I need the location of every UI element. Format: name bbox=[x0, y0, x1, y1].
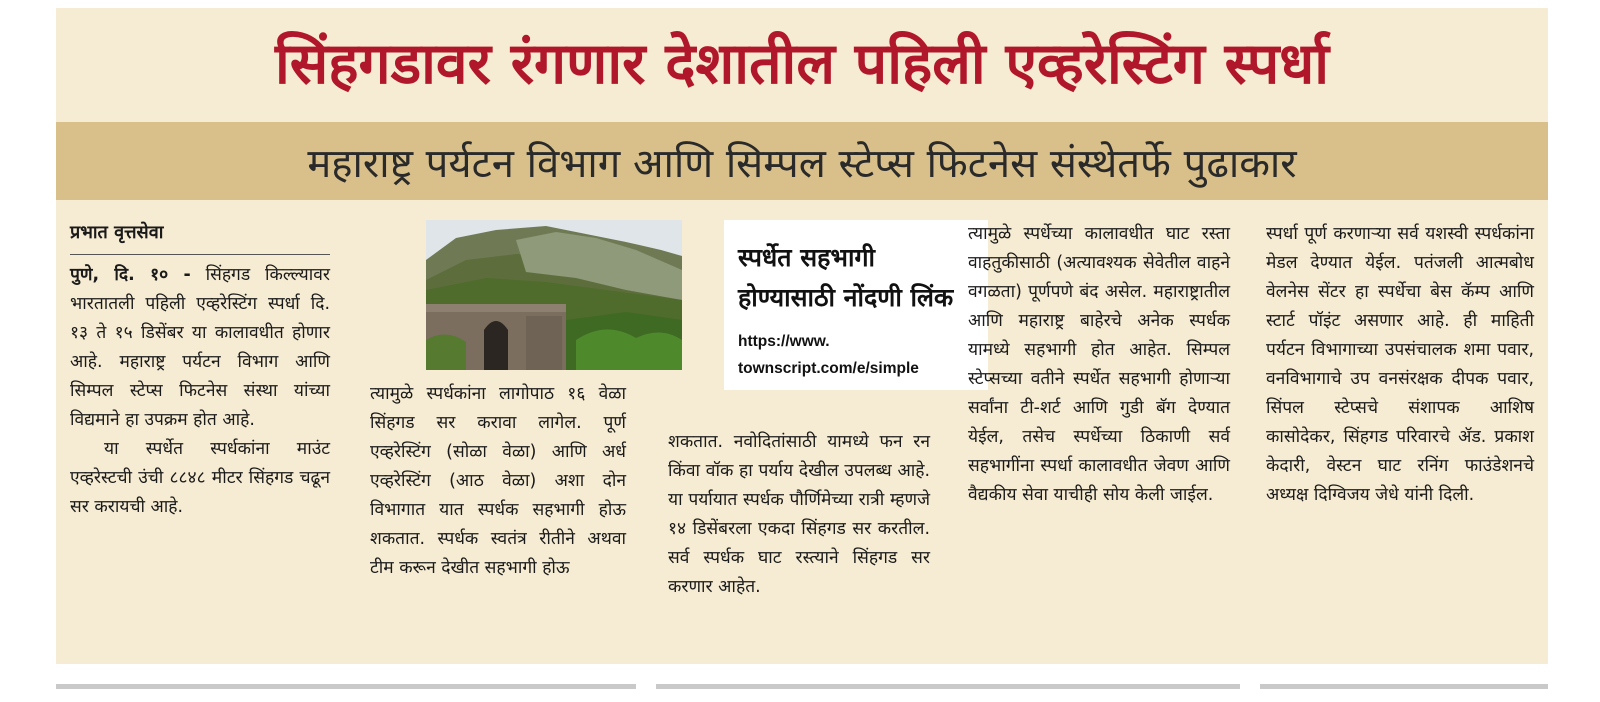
article-column-5 bbox=[1266, 220, 1534, 510]
bottom-divider bbox=[1260, 684, 1548, 689]
subheadline: महाराष्ट्र पर्यटन विभाग आणि सिम्पल स्टेप्स फिटनेस संस्थेतर्फे पुढाकार bbox=[307, 140, 1297, 187]
headline: सिंहगडावर रंगणार देशातील पहिली एव्हरेस्टिंग स्पर्धा bbox=[274, 30, 1330, 97]
article-column-3 bbox=[668, 428, 930, 602]
registration-title bbox=[738, 238, 978, 362]
article-column-4 bbox=[968, 220, 1230, 510]
dateline: पुणे, दि. १० - bbox=[70, 265, 191, 285]
bottom-divider bbox=[56, 684, 636, 689]
registration-link-part-2[interactable]: townscript.com/e/simple bbox=[738, 360, 919, 377]
article-paragraph-3: त्यामुळे स्पर्धकांना लागोपाठ १६ वेळा सिंहगड सर करावा लागेल. पूर्ण एव्हरेस्टिंग (सोळा वेळा) आणि अर्ध एव्हरेस्टिंग (आठ वेळा) अशा दोन विभागात यात स्पर्धक सहभागी होऊ शकतात. स्पर्धक स्वतंत्र रीतीने अथवा टीम करून देखीत सहभागी होऊ bbox=[370, 384, 626, 578]
article-column-2 bbox=[370, 380, 626, 583]
article-column-1 bbox=[70, 220, 330, 522]
article-paragraph-4: शकतात. नवोदितांसाठी यामध्ये फन रन किंवा वॉक हा पर्याय देखील उपलब्ध आहे. या पर्यायात स्पर्धक पौर्णिमेच्या रात्री म्हणजे १४ डिसेंबरला एकदा सिंहगड सर करतील. सर्व स्पर्धक घाट रस्त्याने सिंहगड सर करणार आहेत. bbox=[668, 432, 930, 597]
newspaper-clipping bbox=[56, 8, 1548, 664]
bottom-divider bbox=[656, 684, 1240, 689]
registration-link-part-1[interactable]: https://www. bbox=[738, 333, 830, 350]
registration-title-text: स्पर्धेत सहभागी होण्यासाठी नोंदणी लिंक bbox=[738, 243, 954, 312]
byline: प्रभात वृत्तसेवा bbox=[70, 220, 330, 255]
article-paragraph-6: स्पर्धा पूर्ण करणाऱ्या सर्व यशस्वी स्पर्धकांना मेडल देण्यात येईल. पतंजली आत्मबोध वेलनेस सेंटर हा स्पर्धेचा बेस कॅम्प आणि स्टार्ट पॉइंट असणार आहे. ही माहिती पर्यटन विभागाच्या उपसंचालक शमा पवार, वनविभागाचे उप वनसंरक्षक दीपक पवार, सिंपल स्टेप्सचे संशापक आशिष कासोदेकर, सिंहगड परिवारचे ॲड. प्रकाश केदारी, वेस्टन घाट रनिंग फाउंडेशनचे अध्यक्ष दिग्विजय जेधे यांनी दिली. bbox=[1266, 224, 1534, 505]
registration-box bbox=[724, 220, 988, 390]
article-paragraph-1-text: सिंहगड किल्ल्यावर भारतातली पहिली एव्हरेस्टिंग स्पर्धा दि. १३ ते १५ डिसेंबर या कालावधीत होणार आहे. महाराष्ट्र पर्यटन विभाग आणि सिम्पल स्टेप्स फिटनेस संस्था यांच्या विद्यमाने हा उपक्रम होत आहे. bbox=[70, 265, 330, 430]
article-paragraph-2: या स्पर्धेत स्पर्धकांना माउंट एव्हरेस्टची उंची ८८४८ मीटर सिंहगड चढून सर करायची आहे. bbox=[70, 439, 330, 517]
sinhagad-fort-image bbox=[426, 220, 682, 370]
fort-photo bbox=[426, 220, 682, 370]
article-paragraph-1 bbox=[70, 261, 330, 435]
article-paragraph-5: त्यामुळे स्पर्धेच्या कालावधीत घाट रस्ता वाहतुकीसाठी (अत्यावश्यक सेवेतील वाहने वगळता) पूर्णपणे बंद असेल. महाराष्ट्रातील आणि महाराष्ट्र बाहेरचे अनेक स्पर्धक यामध्ये सहभागी होत आहेत. सिम्पल स्टेप्सच्या वतीने स्पर्धेत सहभागी होणाऱ्या सर्वांना टी-शर्ट आणि गुडी बॅग देण्यात येईल, तसेच स्पर्धेच्या ठिकाणी सर्व सहभागींना स्पर्धा कालावधीत जेवण आणि वैद्यकीय सेवा याचीही सोय केली जाईल. bbox=[968, 224, 1230, 505]
subheadline-band bbox=[56, 122, 1548, 200]
